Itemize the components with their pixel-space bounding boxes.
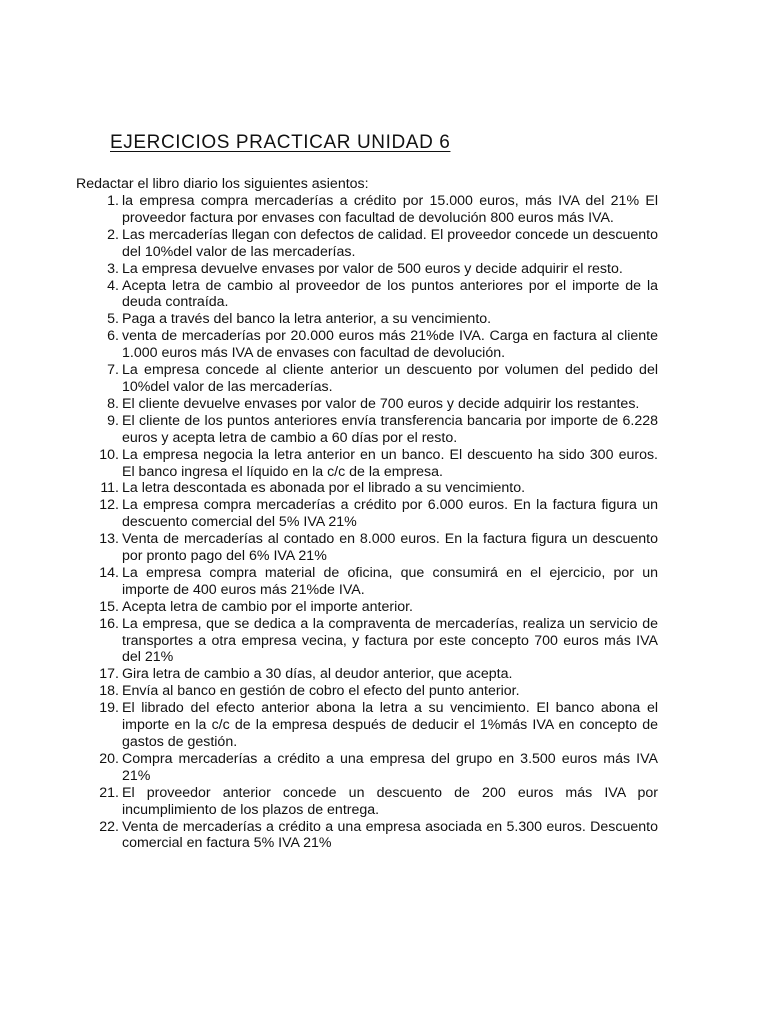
exercise-text: venta de mercaderías por 20.000 euros más 21%de IVA. Carga en factura al cliente 1.000 euros más IVA de envases con facultad de devolución.: [122, 328, 658, 362]
exercise-item: [99, 750, 658, 785]
exercise-item: [107, 277, 658, 312]
exercise-number: 8.: [107, 395, 119, 412]
exercise-text: La empresa devuelve envases por valor de 500 euros y decide adquirir el resto.: [122, 260, 623, 277]
exercise-text: Las mercaderías llegan con defectos de calidad. El proveedor concede un descuento del 10%del valor de las mercaderías.: [122, 226, 658, 260]
exercise-number: 14.: [99, 564, 119, 581]
exercise-text: La empresa compra material de oficina, que consumirá en el ejercicio, por un importe de 400 euros más 21%de IVA.: [122, 564, 658, 598]
exercise-item: [107, 395, 658, 413]
exercise-item: [107, 226, 658, 261]
exercise-text: Envía al banco en gestión de cobro el efecto del punto anterior.: [122, 683, 520, 700]
exercise-text: Acepta letra de cambio por el importe anterior.: [122, 598, 413, 615]
exercise-number: 18.: [99, 683, 119, 700]
exercise-text: Compra mercaderías a crédito a una empresa del grupo en 3.500 euros más IVA 21%: [122, 750, 658, 784]
exercise-number: 7.: [107, 362, 119, 379]
exercise-item: [99, 700, 658, 751]
exercise-number: 1.: [107, 193, 119, 209]
exercise-number: 12.: [99, 497, 119, 514]
exercise-item: [99, 666, 658, 683]
exercise-number: 22.: [99, 818, 119, 835]
exercise-text: La empresa compra mercaderías a crédito por 6.000 euros. En la factura figura un descuento comercial del 5% IVA 21%: [122, 497, 658, 531]
exercise-number: 5.: [107, 311, 119, 328]
exercise-text: El cliente devuelve envases por valor de 700 euros y decide adquirir los restantes.: [122, 395, 640, 412]
exercise-number: 4.: [107, 277, 119, 294]
exercise-item: [99, 598, 658, 616]
exercise-item: [100, 480, 658, 497]
exercise-number: 9.: [107, 412, 119, 429]
exercise-text: El librado del efecto anterior abona la letra a su vencimiento. El banco abona el importe en la c/c de la empresa después de deducir el 1%más IVA en concepto de gastos de gestión.: [122, 700, 658, 750]
exercise-item: [107, 260, 658, 278]
exercise-number: 10.: [99, 446, 119, 463]
exercise-number: 19.: [99, 700, 119, 717]
exercise-item: [107, 328, 658, 362]
exercise-text: Acepta letra de cambio al proveedor de los puntos anteriores por el importe de la deuda contraída.: [122, 277, 658, 311]
exercise-number: 20.: [99, 750, 119, 767]
exercise-text: Venta de mercaderías a crédito a una empresa asociada en 5.300 euros. Descuento comercial en factura 5% IVA 21%: [122, 818, 658, 852]
exercise-item: [107, 362, 658, 396]
exercise-list: [99, 193, 658, 852]
exercise-item: [99, 683, 658, 700]
exercise-text: La empresa concede al cliente anterior un descuento por volumen del pedido del 10%del valor de las mercaderías.: [122, 362, 658, 395]
exercise-number: 21.: [99, 784, 119, 801]
exercise-text: La empresa, que se dedica a la compraventa de mercaderías, realiza un servicio de transportes a otra empresa vecina, y factura por este concepto 700 euros más IVA del 21%: [122, 615, 658, 666]
exercise-item: [107, 412, 658, 447]
exercise-number: 16.: [99, 615, 119, 632]
exercise-item: [99, 446, 658, 481]
exercise-item: [99, 818, 658, 853]
exercise-text: El cliente de los puntos anteriores envía transferencia bancaria por importe de 6.228 euros y acepta letra de cambio a 60 días por el resto.: [122, 412, 658, 446]
exercise-number: 17.: [99, 666, 119, 683]
exercise-item: [99, 531, 658, 565]
exercise-text: Paga a través del banco la letra anterior, a su vencimiento.: [122, 311, 492, 328]
exercise-text: El proveedor anterior concede un descuento de 200 euros más IVA por incumplimiento de los plazos de entrega.: [122, 784, 658, 818]
page-title: EJERCICIOS PRACTICAR UNIDAD 6: [110, 132, 451, 153]
exercise-number: 2.: [107, 226, 119, 243]
intro-text: Redactar el libro diario los siguientes asientos:: [76, 176, 369, 192]
exercise-text: Venta de mercaderías al contado en 8.000 euros. En la factura figura un descuento por pronto pago del 6% IVA 21%: [122, 531, 658, 565]
exercise-item: [99, 564, 658, 599]
exercise-item: [99, 615, 658, 667]
exercise-text: La letra descontada es abonada por el librado a su vencimiento.: [122, 480, 526, 497]
exercise-number: 15.: [99, 598, 119, 615]
exercise-item: [99, 497, 658, 531]
exercise-number: 3.: [107, 260, 119, 277]
exercise-item: [107, 311, 658, 328]
exercise-text: La empresa negocia la letra anterior en un banco. El descuento ha sido 300 euros. El banco ingresa el líquido en la c/c de la empresa.: [122, 446, 658, 480]
exercise-text: Gira letra de cambio a 30 días, al deudor anterior, que acepta.: [122, 666, 513, 683]
exercise-number: 11.: [100, 480, 119, 497]
exercise-item: [99, 784, 658, 819]
exercise-item: [107, 193, 658, 227]
exercise-text: la empresa compra mercaderías a crédito por 15.000 euros, más IVA del 21% El proveedor factura por envases con facultad de devolución 800 euros más IVA.: [122, 193, 658, 226]
exercise-number: 13.: [99, 531, 119, 548]
exercise-number: 6.: [107, 328, 119, 345]
